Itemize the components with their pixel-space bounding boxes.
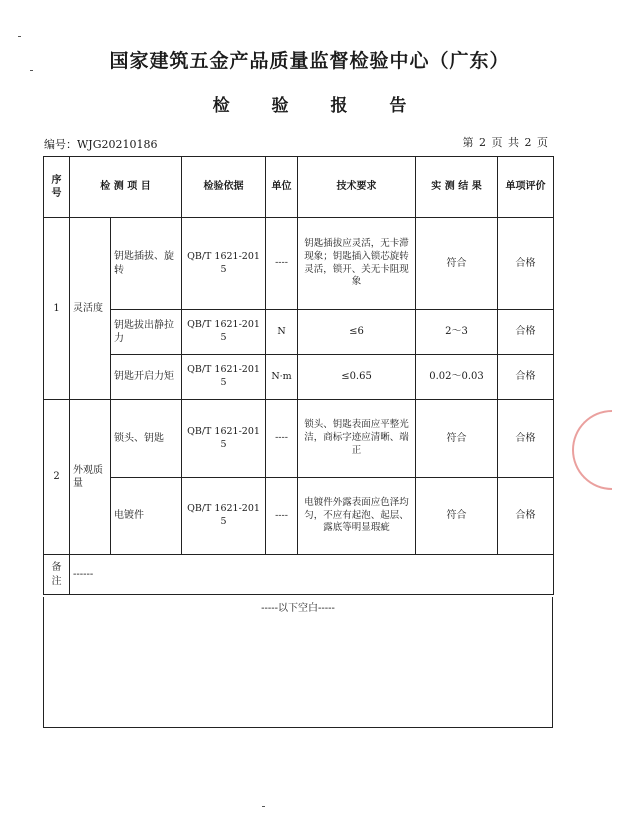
row-requirement: 电镀件外露表面应色泽均匀，不应有起泡、起层、露底等明显瑕疵 [298, 478, 416, 555]
col-header-basis: 检验依据 [182, 157, 266, 218]
table-row [44, 218, 554, 310]
page-info: 第 2 页 共 2 页 [462, 136, 549, 149]
scan-speck [18, 36, 21, 37]
row-evaluation: 合格 [498, 218, 554, 310]
row-item: 电镀件 [111, 478, 182, 555]
report-number: 编号：WJG20210186 [44, 138, 158, 151]
table-row [44, 478, 554, 555]
row-requirement: 钥匙插拔应灵活，无卡滞现象；钥匙插入锁芯旋转灵活，锁开、关无卡阻现象 [298, 218, 416, 310]
row-evaluation: 合格 [498, 400, 554, 478]
report-title: 国家建筑五金产品质量监督检验中心（广东） [109, 50, 510, 72]
row-result: 符合 [416, 478, 498, 555]
remarks-value: ------ [70, 555, 554, 595]
inspection-table [43, 156, 554, 595]
col-header-index: 序号 [44, 157, 70, 218]
row-evaluation: 合格 [498, 310, 554, 355]
row-unit: ---- [266, 400, 298, 478]
col-header-unit: 单位 [266, 157, 298, 218]
report-subtitle: 检 验 报 告 [212, 96, 425, 116]
blank-below-note: -----以下空白----- [261, 603, 335, 614]
row-result: 0.02～0.03 [416, 355, 498, 400]
row-category: 外观质量 [70, 400, 111, 555]
scan-speck [30, 70, 33, 71]
row-requirement: 锁头、钥匙表面应平整光洁，商标字迹应清晰、端正 [298, 400, 416, 478]
row-item: 钥匙插拔、旋转 [111, 218, 182, 310]
col-header-item: 检 测 项 目 [70, 157, 182, 218]
remarks-row [44, 555, 554, 595]
row-index: 2 [44, 400, 70, 555]
row-result: 符合 [416, 400, 498, 478]
row-unit: ---- [266, 478, 298, 555]
row-basis: QB/T 1621-2015 [182, 478, 266, 555]
row-unit: N·m [266, 355, 298, 400]
row-requirement: ≤6 [298, 310, 416, 355]
blank-area [43, 597, 553, 728]
row-unit: ---- [266, 218, 298, 310]
row-basis: QB/T 1621-2015 [182, 310, 266, 355]
col-header-requirement: 技术要求 [298, 157, 416, 218]
row-evaluation: 合格 [498, 355, 554, 400]
row-result: 符合 [416, 218, 498, 310]
remarks-label: 备注 [44, 555, 70, 595]
table-row [44, 400, 554, 478]
row-index: 1 [44, 218, 70, 400]
stamp-mark [572, 410, 612, 490]
row-unit: N [266, 310, 298, 355]
col-header-evaluation: 单项评价 [498, 157, 554, 218]
row-requirement: ≤0.65 [298, 355, 416, 400]
row-item: 钥匙开启力矩 [111, 355, 182, 400]
row-basis: QB/T 1621-2015 [182, 355, 266, 400]
table-row [44, 355, 554, 400]
table-row [44, 310, 554, 355]
row-basis: QB/T 1621-2015 [182, 400, 266, 478]
col-header-result: 实 测 结 果 [416, 157, 498, 218]
row-evaluation: 合格 [498, 478, 554, 555]
row-category: 灵活度 [70, 218, 111, 400]
row-result: 2～3 [416, 310, 498, 355]
table-header-row [44, 157, 554, 218]
row-item: 锁头、钥匙 [111, 400, 182, 478]
scan-speck [262, 806, 265, 807]
row-item: 钥匙拔出静拉力 [111, 310, 182, 355]
row-basis: QB/T 1621-2015 [182, 218, 266, 310]
